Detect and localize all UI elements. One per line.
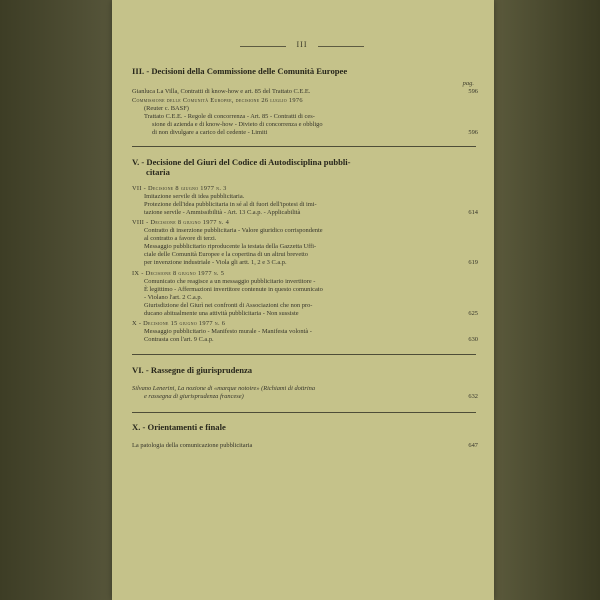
toc-entry: La patologia della comunicazione pubblicitaria 647 (132, 442, 478, 449)
toc-entry: Messaggio pubblicitario - Manifesto murale - Manifesta volontà - (144, 328, 312, 335)
toc-entry: X - Decisione 15 giugno 1977 n. 6 (132, 320, 226, 327)
page-number: III (296, 40, 308, 49)
section-divider (132, 146, 476, 147)
toc-entry: VII - Decisione 8 giugno 1977 n. 3 (132, 185, 227, 192)
toc-entry: Contrasta con l'art. 9 C.a.p. 630 (144, 336, 478, 343)
toc-entry: Silvano Lenerini, La nozione di «marque notoire» (Richiami di dottrina (132, 385, 316, 392)
background-right (492, 0, 600, 600)
page-header (240, 40, 364, 52)
section-divider (132, 412, 476, 413)
toc-entry: ciale delle Comunità Europee e la copertina di un altrui brevetto (144, 251, 308, 258)
toc-entry: Contratto di inserzione pubblicitaria - Valore giuridico corrispondente (144, 227, 323, 234)
document-page (112, 0, 494, 600)
section-title-vi: VI. - Rassegne di giurisprudenza (132, 365, 253, 375)
background-left (0, 0, 112, 600)
toc-entry: tazione servile - Ammissibilità - Art. 13 C.a.p. - Applicabilità 614 (144, 209, 478, 216)
toc-entry: per invenzione industriale - Viola gli artt. 1, 2 e 3 C.a.p. 619 (144, 259, 478, 266)
header-rule-right (318, 46, 364, 47)
toc-entry: È legittimo - Affermazioni invertitore contenute in questo comunicato (144, 286, 323, 293)
toc-entry: VIII - Decisione 8 giugno 1977 n. 4 (132, 219, 230, 226)
pag-label: pag. (462, 80, 474, 87)
toc-entry: Gianluca La Villa, Contratti di know-how e art. 85 del Trattato C.E.E. 596 (132, 88, 478, 95)
toc-entry: (Reuter c. BASF) (144, 105, 189, 112)
toc-entry: al contratto a favore di terzi. (144, 235, 217, 242)
toc-entry: - Violano l'art. 2 C.a.p. (144, 294, 203, 301)
toc-entry: Giurisdizione del Giurì nei confronti di Associazioni che non pro- (144, 302, 313, 309)
section-divider (132, 354, 476, 355)
toc-entry: Protezione dell'idea pubblicitaria in sé al di fuori dell'ipotesi di imi- (144, 201, 317, 208)
toc-entry: Trattato C.E.E. - Regole di concorrenza - Art. 85 - Contratti di ces- (144, 113, 315, 120)
section-title-x: X. - Orientamenti e finale (132, 422, 226, 432)
toc-entry: Comunicato che reagisce a un messaggio pubblicitario invertitore - (144, 278, 316, 285)
toc-entry: Imitazione servile di idea pubblicitaria. (144, 193, 245, 200)
toc-entry: ducano abitualmente una attività pubblicitaria - Non sussiste 625 (144, 310, 478, 317)
section-title-v: V. - Decisione del Giurì del Codice di Autodisciplina pubbli- citaria (132, 157, 351, 177)
toc-entry: Messaggio pubblicitario riproducente la testata della Gazzetta Uffi- (144, 243, 317, 250)
section-title-iii: III. - Decisioni della Commissione delle Comunità Europee (132, 66, 348, 76)
toc-entry: e rassegna di giurisprudenza francese) 632 (144, 393, 478, 400)
header-rule-left (240, 46, 286, 47)
toc-entry: Commissione delle Comunità Europee, decisione 26 luglio 1976 (132, 97, 303, 104)
toc-entry: di non divulgare a carico del cedente - Limiti 596 (152, 129, 478, 136)
toc-entry: sione di azienda e di know-how - Divieto di concorrenza e obbligo (152, 121, 323, 128)
toc-entry: IX - Decisione 8 giugno 1977 n. 5 (132, 270, 225, 277)
